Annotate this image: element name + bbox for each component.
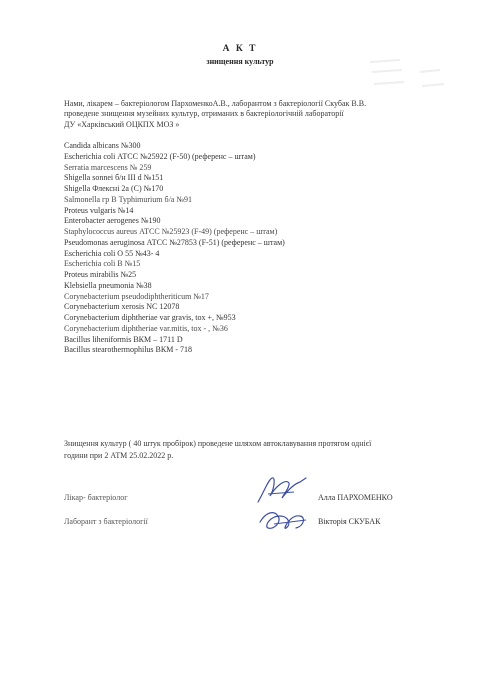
intro-line: Нами, лікарем – бактеріологом ПархоменкоА.В., лаборантом з бактеріології Скубак В.В. [64, 99, 367, 108]
document-title: А К Т [222, 44, 258, 54]
culture-item: Corynebacterium xerosis NC 12078 [64, 302, 180, 312]
culture-item: Corynebacterium pseudodiphtheriticum №17 [64, 291, 209, 301]
culture-item: Proteus vulgaris №14 [64, 205, 134, 215]
document-subtitle: знищення культур [206, 57, 274, 66]
culture-item: Shigella sonnei б/н ІІІ d №151 [64, 173, 164, 183]
handwritten-signature-lab-assistant [256, 506, 312, 536]
culture-item: Serratia marcescens № 259 [64, 162, 152, 172]
culture-item: Proteus mirabilis №25 [64, 270, 137, 279]
note-line: години при 2 АТМ 25.02.2022 р. [64, 451, 174, 460]
intro-paragraph [64, 99, 444, 130]
culture-item: Klebsiella pneumonia №38 [64, 280, 152, 290]
culture-item: Pseudomonas aeruginosa АТСС №27853 (F-51) (референс – штам) [64, 237, 285, 247]
culture-item: Enterobacter aerogenes №190 [64, 216, 161, 226]
culture-item: Bacillus stearothermophilus ВКМ - 718 [64, 345, 192, 355]
culture-item: Shigella Флексні 2а (С) №170 [64, 184, 164, 193]
intro-line: ДУ «Харківський ОЦКПХ МОЗ » [64, 119, 180, 129]
culture-item: Bacillus lihenіformis ВКМ – 1711 D [64, 334, 183, 344]
signer-name-doctor: Алла ПАРХОМЕНКО [318, 493, 393, 502]
culture-item: Escherichia coli АТСС №25922 (F-50) (референс – штам) [64, 151, 256, 161]
culture-item: Corynebacterium diphtheriae var gravis, tox +, №953 [64, 313, 236, 322]
signer-role-doctor: Лікар- бактеріолог [64, 493, 128, 502]
note-line: Знищення культур ( 40 штук пробірок) проведене шляхом автоклавування протягом однієї [64, 439, 372, 448]
culture-item: Corynebacterium diphtheriae var.mitis, tox - , №36 [64, 323, 228, 333]
culture-item: Staphylococcus aureus АТСС №25923 (F-49) (референс – штам) [64, 227, 278, 236]
cultures-list [64, 141, 434, 356]
signer-name-lab-assistant: Вікторія СКУБАК [318, 517, 381, 526]
intro-line: проведене знищення музейних культур, отриманих в бактеріологічній лабораторії [64, 109, 344, 119]
culture-item: Candida albicans №300 [64, 141, 141, 150]
culture-item: Escherichia coli В №15 [64, 259, 141, 269]
signer-role-lab-assistant: Лаборант з бактеріології [64, 517, 148, 526]
destruction-note [64, 438, 444, 462]
handwritten-signature-doctor [254, 472, 312, 508]
culture-item: Salmonella гр В Typhimurium б/а №91 [64, 194, 192, 204]
culture-item: Escherichia coli O 55 №43- 4 [64, 248, 160, 258]
